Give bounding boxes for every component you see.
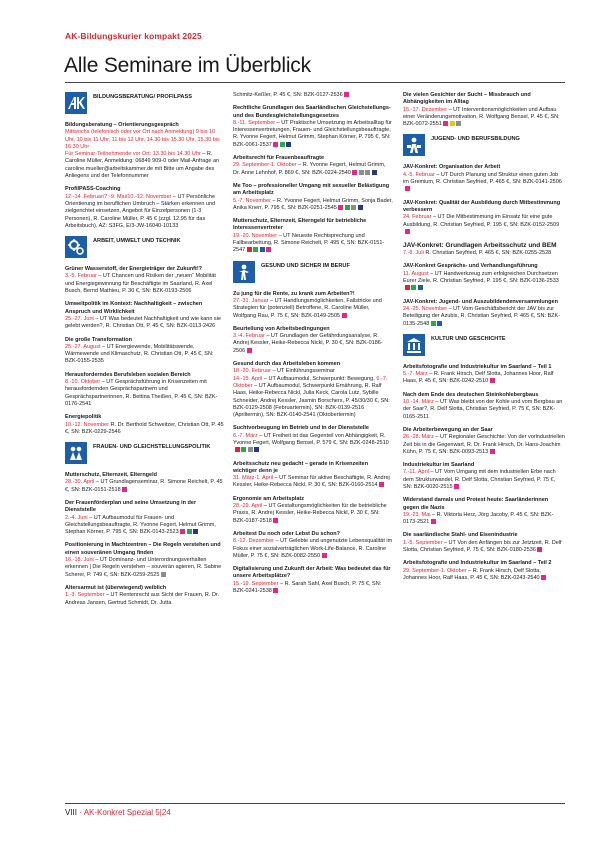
item-date: 12.-14. Februar/7.-9. Mai/10.-12. November [65, 193, 172, 200]
section-kultur [403, 334, 565, 356]
item-date: 7.-11. April [403, 469, 429, 476]
item-date: 27.-31. Januar [233, 297, 269, 304]
footer-rule [65, 803, 565, 804]
item-text: – UT Dominanz- und Unterordnungsverhalten erkennen | Die Regeln verstehen – souverän agieren, R. Sabine Scherer, P. 749 €, SN: BZK-0259-2525 [65, 557, 222, 578]
kicker: AK-Bildungskurier kompakt 2025 [65, 31, 202, 41]
list-item [233, 496, 393, 525]
magazine-name: AK-Konkret Spezial 5|24 [83, 808, 171, 817]
item-text: – UT Vom Umgang mit dem industriellen Erbe nach dem Strukturwandel, R. Delf Slotta, Christian Seyfried, P. 75 €, SN: BZK-0020-2515 [403, 469, 556, 490]
item-title: Grüner Wasserstoff, der Energieträger der Zukunft!? [65, 266, 203, 273]
tag-square [450, 121, 455, 126]
column-1 [65, 92, 225, 613]
item-title: Arbeitsrecht für Frauenbeauftragte [233, 155, 325, 162]
list-item [403, 164, 565, 193]
item-date: Mittwochs (telefonisch oder vor Ort nach Anmeldung) 9 bis 10 Uhr, 10 bis 11 Uhr, 11 bis 12 Uhr, 14.30 bis 15.30 Uhr, 15.30 bis 16.30 Uhr [65, 129, 220, 150]
list-item [65, 301, 225, 330]
item-date: 14.-15. April [233, 375, 263, 382]
item-date: 25.-27. Juni [65, 315, 94, 322]
item-text: – UT Was bleibt von der Kohle und vom Bergbau an der Saar?, R. Delf Slotta, Christian Seyfried, P. 75 €, SN: BZK-0165-2511 [403, 399, 563, 420]
item-title: Bildungsberatung – Orientierungsgespräch [65, 122, 179, 128]
item-title: Die saarländische Stahl- und Eisenindustrie [403, 532, 518, 539]
page-footer [65, 808, 171, 817]
list-item [233, 361, 393, 419]
list-item [65, 337, 225, 366]
tag-square [379, 482, 384, 487]
item-text: – UT Gestaltungsmöglichkeiten für die betriebliche Praxis, R. Andrej Kessler, Heike-Rebecca Nickl, P. 30 €, SN: BZK-0187-2518 [233, 503, 387, 524]
item-title: Suchtvorbeugung im Betrieb und in der Dienststelle [233, 425, 369, 432]
list-item [403, 560, 565, 582]
tag-square [273, 518, 278, 523]
item-text: – R. Caroline Müller, Anmeldung: 06849 909-0 oder Mail-Anfrage an caroline.mueller@arbeitskammer.de mit Bitte um Angabe des Anliegens und der Telefonnummer [65, 151, 220, 180]
list-item [233, 461, 393, 490]
item-text: – UT Seminar für aktive Beschäftigte, R. Andrej Kessler, Heike-Rebecca Nickl, P. 30 €, SN: BZK-0160-2514 [233, 475, 390, 489]
item-text: – UT Durch Planung und Struktur einen guten Job im Gremium, R. Christian Seyfried, P. 465 €, SN: BZK-0141-2506 [403, 171, 562, 186]
item-date: 1.-3. September [65, 592, 105, 599]
item-date: 3.-4. Februar [233, 333, 265, 340]
item-title: Umweltpolitik im Kontext: Nachhaltigkeit – zwischen Anspruch und Wirklichkeit [65, 301, 203, 315]
tag-square [490, 378, 495, 383]
item-title: JAV-Konkret: Grundlagen Arbeitsschutz und BEM [403, 242, 557, 250]
tag-square [431, 321, 436, 326]
page-title: Alle Seminare im Überblick [64, 54, 311, 77]
list-item [233, 218, 393, 254]
item-date: 25.-27. August [65, 343, 101, 350]
item-title: Positionierung in Machtzentren – Die Regeln verstehen und einen souveränen Umgang finden [65, 542, 221, 556]
item-title: Herausforderndes Berufsleben sozialen Bereich [65, 371, 191, 378]
column-2 [233, 92, 393, 601]
list-item [65, 542, 225, 578]
item-text: – R. Yvonne Fegert, Helmut Grimm, Sonja Bader, Anika Knerr, P. 795 €, SN: BZK-0251-2545 [233, 197, 393, 211]
tag-square [235, 447, 240, 452]
title-rule [65, 82, 565, 83]
item-title: JAV-Konkret: Qualität der Ausbildung durch Mitbestimmung verbessern [403, 199, 561, 213]
item-date: 19.-20. November [233, 232, 278, 239]
item-text: – UT Interventionsmöglichkeiten und Aufbau einer Veränderungsmotivation, R. Wolfgang Bensel, P. 45 €, SN: BZK-0072-2551 [403, 106, 560, 128]
item-date: 16.-18. Juni [65, 557, 94, 564]
page-number: VIII [65, 808, 78, 817]
list-item [65, 472, 225, 494]
item-date: 15.-19. September [233, 580, 279, 587]
item-date: 19.-23. Mai [403, 511, 431, 518]
item-title: Ergonomie am Arbeitsplatz [233, 495, 305, 502]
item-title: Gesund durch das Arbeitsleben kommen [233, 361, 341, 368]
list-item [403, 392, 565, 421]
tag-square [443, 121, 448, 126]
list-item [233, 326, 393, 355]
item-title: Arbeitsfotografie und Industriekultur im Saarland – Teil 1 [403, 363, 552, 370]
item-title: Mutterschutz, Elternzeit, Elterngeld für betriebliche Interessenvertreter [233, 218, 367, 232]
item-title: Zu jung für die Rente, zu krank zum Arbeiten?! [233, 290, 355, 297]
tag-square [351, 205, 356, 210]
item-date: Für Seminar-Teilnehmende vor Ort: 13.30 bis 14.30 Uhr [65, 151, 201, 158]
section-jugend [403, 134, 565, 156]
tag-square [253, 247, 258, 252]
list-item [233, 92, 393, 99]
item-date: 5.-7. November [233, 197, 271, 204]
item-title: Der Frauenförderplan und seine Umsetzung in der Dienststelle [65, 499, 197, 514]
item-date: 28.-29. April [233, 503, 263, 510]
tag-square [247, 247, 252, 252]
item-title: Rechtliche Grundlagen des Saarländischen Gleichstellungs- und des Bundesgleichstellungsgesetzes [233, 105, 391, 119]
item-date: 8.-11. September [233, 119, 276, 126]
item-title: Die große Transformation [65, 336, 132, 343]
list-item [403, 92, 565, 128]
item-title: Widerstand damals und Protest heute: Saarländerinnen gegen die Nazis [403, 497, 549, 511]
list-item [233, 155, 393, 177]
tag-square [418, 285, 423, 290]
item-text: – UT Freiheit ist das Gegenteil von Abhängigkeit, R. Yvonne Fegert, Wolfgang Bensel, P. 579 €, SN: BZK-0248-2510 [233, 432, 389, 446]
column-3 [403, 92, 565, 588]
list-item [65, 186, 225, 230]
list-item [233, 531, 393, 560]
item-date: 4.-5. Februar [403, 171, 435, 178]
item-text: – UT Persönliche Orientierung im beruflichen Umbruch – Stärken erkennen und zielgerichtet einsetzen, Angebot für Einzelpersonen (1-3 Personen), R. Caroline Müller, P. 45 € (zzgl. 12,95 für das Arbeitsbuch), AZ: S3FG, E/3-JW-16040-10133 [65, 193, 216, 229]
tag-square [122, 487, 127, 492]
footer-separator: · [79, 808, 82, 817]
item-date: 2.-4. Juni [65, 514, 88, 521]
item-date: 8.-12. Dezember [233, 538, 274, 545]
section-title: BILDUNGSBERATUNG/ PROFILPASS [93, 94, 192, 100]
list-item [233, 425, 393, 454]
tag-square [345, 205, 350, 210]
women-icon [65, 442, 87, 464]
item-title: Energiepolitik [65, 414, 102, 421]
tag-square [372, 170, 377, 175]
tag-square [490, 449, 495, 454]
item-text: – UT Handwerkzeug zum erfolgreichen Durchsetzen Eurer Ziele, R. Christian Seyfried, P. 195 €, SN: BZK-0136-2533 [403, 270, 559, 285]
list-item [233, 566, 393, 595]
list-item [403, 497, 565, 526]
item-date: 10.-12. November [65, 421, 110, 428]
tag-square [193, 529, 198, 534]
item-text: – UT Gelebte und ungenutzte Lebensqualität im Fokus einer sozialverträglichen Work-Life-Balance, R. Caroline Müller, P. 75 €, SN: BZK-0082-2550 [233, 538, 393, 559]
item-text: R. Christian Seyfried, P. 465 €, SN: BZK-0255-2528 [425, 250, 552, 257]
item-date: 5.-7. März [403, 371, 428, 378]
list-item [65, 500, 225, 536]
item-title: Beurteilung von Arbeitsbedingungen [233, 325, 330, 332]
item-text: – UT Einführungsseminar [272, 368, 335, 375]
item-text: Schmitz-Keßler, P. 45 €, SN: BZK-0127-2536 [233, 92, 343, 98]
tag-square [260, 247, 265, 252]
gears-icon [65, 236, 87, 258]
tag-square [338, 205, 343, 210]
item-date: 7.-8. Juli [403, 250, 424, 257]
tag-square [358, 205, 363, 210]
tag-square [456, 121, 461, 126]
tag-square [273, 142, 278, 147]
health-icon [233, 261, 255, 283]
list-item [65, 266, 225, 295]
item-text: – UT Gesprächsführung in Krisenzeiten mit herausfordernden Gesprächspartnern und Gesprächspartnerinnen, R. Bettina Theißen, P. 45 €, SN: BZK-0176-2541 [65, 379, 218, 407]
item-date: 8.-10. Oktober [65, 379, 101, 386]
tag-square [405, 285, 410, 290]
tag-square [254, 447, 259, 452]
list-item [403, 200, 565, 236]
item-date: 1.-5. September [403, 539, 443, 546]
item-title: Altersarmut ist (überwiegend) weiblich [65, 584, 167, 591]
item-title: Mutterschutz, Elternzeit, Elterngeld [65, 472, 157, 479]
item-date: 3.-5. Februar [65, 273, 97, 280]
item-title: JAV-Konkret: Organisation der Arbeit [403, 164, 501, 171]
item-text: – UT Was bedeutet Nachhaltigkeit und wie kann sie gelebt werden?, R. Christian Ott, P. 45 €, SN: BZK-0113-2426 [65, 315, 221, 330]
item-date: 24.-25. November [403, 305, 448, 312]
youth-icon [403, 134, 425, 156]
tag-square [248, 447, 253, 452]
list-item [403, 364, 565, 386]
tag-square [280, 142, 285, 147]
item-text: – UT Neueste Rechtsprechung und Fallbearbeitung, R. Simone Reichelt, P. 495 €, SN: BZK-0151-2547 [233, 232, 385, 254]
item-date: 10.-14. März [403, 399, 434, 406]
tag-square [247, 348, 252, 353]
tag-square [344, 92, 349, 97]
item-date: 15.-17. Dezember [403, 106, 448, 113]
list-item [233, 105, 393, 149]
museum-icon [403, 334, 425, 356]
item-date: 18.-20. Februar [233, 368, 271, 375]
item-text: – UT Praktische Umsetzung im Arbeitsalltag für Interessenvertretungen, Frauen- und Gleichstellungsbeauftragte, R. Yvonne Fegert, Helmut Grimm, Stephan Körner, P. 795 €, SN: BZK-0061-2537 [233, 119, 392, 148]
list-item [233, 291, 393, 320]
ak-logo-icon [65, 92, 87, 114]
item-text: – R. Viktoria Herz, Jörg Jacoby, P. 45 €, SN: BZK-0173-2521 [403, 511, 554, 526]
tag-square [286, 142, 291, 147]
tag-square [437, 321, 442, 326]
list-item [403, 427, 565, 456]
tag-square [405, 186, 410, 191]
list-item [65, 585, 225, 607]
section-title: KULTUR UND GESCHICHTE [431, 335, 506, 342]
tag-square [405, 229, 410, 234]
item-text: R. Dr. Berthold Schweitzer, Christian Ott, P. 45 €, SN: BZK-0229-2546 [65, 421, 224, 435]
section-title: ARBEIT, UMWELT UND TECHNIK [93, 238, 181, 245]
tag-square [431, 519, 436, 524]
tag-square [352, 170, 357, 175]
item-text: – UT Handlungsmöglichkeiten, Fallstricke und Strategien für (potenziell) Betroffene, R. Caroline Müller, Wolfgang Rau, P. 75 €, SN: BZK-0149-2505 [233, 297, 382, 319]
item-text: – R. Sarah Sahl, Axel Busch, P. 75 €, SN: BZK-0241-2538 [233, 580, 382, 595]
item-text: – UT Regionaler Geschichte: Von der vorindustriellen Zeit bis in die Gegenwart, R. Dr. Frank Hirsch, Dr. Hans-Joachim Kühn, P. 75 €, SN: BZK-0093-2513 [403, 434, 565, 455]
item-date: 6.-7. Oktober [233, 375, 388, 389]
item-title: JAV-Konkret: Jugend- und Auszubildendenversammlungen [403, 298, 558, 305]
item-title: ProfilPASS-Coaching [65, 186, 121, 193]
item-text: – UT Chancen und Risiken der „neuen“ Mobilität und Energiegewinnung für Beschäftigte im Saarland, R. Axel Busch, Bernd Mathieu, P. 30 €, SN: BZK-0193-2506 [65, 273, 216, 295]
item-title: Die Arbeiterbewegung an der Saar [403, 426, 493, 433]
item-text: – R. Yvonne Fegert, Helmut Grimm, Dr. Anne Lehnhof, P. 869 €, SN: BZK-0224-2540 [233, 162, 386, 176]
tag-square [187, 529, 192, 534]
item-text: – UT Die Mitbestimmung im Einsatz für eine gute Ausbildung, R. Christian Seyfried, P. 195 €, SN: BZK-0152-2509 [403, 214, 560, 228]
tag-square [241, 447, 246, 452]
list-item [403, 299, 565, 328]
tag-square [537, 547, 542, 552]
tag-square [266, 247, 271, 252]
section-title: JUGEND- UND BERUFSBILDUNG [431, 136, 520, 143]
item-text: – UT Grundlagenseminar, R. Simone Reichelt, P. 45 €, SN: BZK-0151-2518 [65, 479, 223, 493]
item-text: – UT Von den Anfängen bis zur Jetztzeit, R. Delf Slotta, Christian Seyfried, P. 75 €, SN: BZK-0180-2536 [403, 539, 562, 554]
list-item [403, 532, 565, 554]
tag-square [359, 170, 364, 175]
item-text: – UT Grundlagen der Gefährdungsanalyse, R. Andrej Kessler, Heike-Rebecca Nickl, P. 30 €, SN: BZK-0186-2506 [233, 333, 383, 354]
section-frauen [65, 442, 225, 464]
item-title: Arbeitest Du noch oder Lebst Du schon? [233, 530, 340, 537]
list-item [65, 372, 225, 408]
tag-square [365, 170, 370, 175]
item-title: Arbeitsschutz neu gedacht – gerade in Krisenzeiten wichtiger denn je [233, 460, 369, 474]
section-arbeit-umwelt [65, 236, 225, 258]
item-date: 29. September-1. Oktober [403, 567, 467, 574]
item-text: – R. Frank Hirsch, Delf Slotta, Johannes Hoor, Ralf Haas, P. 45 €, SN: BZK-0242-2510 [403, 371, 554, 385]
item-text: – UT Energiewende, Mobilitätswende, Wärmewende und Klimaschutz, R. Christian Ott, P. 45 €, SN: BZK-0155-2535 [65, 343, 214, 365]
list-item [403, 263, 565, 292]
item-date: 11. August [403, 270, 429, 277]
section-title: GESUND UND SICHER IM BERUF [261, 262, 350, 269]
item-text: – UT Rentenrecht aus Sicht der Frauen, R. Dr. Andreas Jansen, Gertrud Schmidt, Dr. Jutta [65, 592, 219, 606]
tag-square [454, 484, 459, 489]
item-text: – UT Aufbaumodul für Frauen- und Gleichstellungsbeauftragte, R. Yvonne Fegert, Helmut Grimm, Stephan Körner, P. 795 €, SN: BZK-0143-2523 [65, 514, 216, 536]
item-title: Digitalisierung und Zukunft der Arbeit: Was bedeutet das für unsere Arbeitsplätze? [233, 566, 391, 580]
tag-square [180, 529, 185, 534]
item-date: 6.-7. März [233, 432, 258, 439]
item-text: – UT Vom Geschäftsbericht der JAV bis zur Beteiligung der Azubis, R. Christian Seyfried, P. 465 €, SN: BZK-0135-2548 [403, 305, 561, 327]
item-title: Nach dem Ende des deutschen Steinkohlebergbaus [403, 391, 539, 398]
item-date: 26.-28. März [403, 434, 434, 441]
item-date: 24. Februar [403, 214, 432, 221]
tag-square [342, 313, 347, 318]
item-text: – UT Aufbaumodul, Schwerpunkt: Bewegung, [263, 375, 375, 382]
tag-square [273, 588, 278, 593]
tag-square [411, 285, 416, 290]
list-item [403, 242, 565, 257]
list-item [403, 462, 565, 491]
item-date: 29. September-1. Oktober [233, 162, 297, 169]
item-title: Die vielen Gesichter der Sucht – Missbrauch und Abhängigkeiten im Alltag [403, 92, 531, 106]
tag-square [161, 572, 166, 577]
item-text: – R. Frank Hirsch, Delf Slotta, Johannes Hoor, Ralf Haas, P. 45 €, SN: BZK-0243-2540 [403, 567, 541, 581]
item-date: 28.-30. April [65, 479, 95, 486]
section-title: FRAUEN- UND GLEICHSTELLUNGSPOLITIK [93, 444, 211, 451]
item-title: Industriekultur im Saarland [403, 462, 475, 469]
item-date: 31. März-1. April [233, 475, 274, 482]
list-item [233, 183, 393, 212]
item-title: JAV-Konkret Gesprächs- und Verhandlungsführung [403, 263, 538, 270]
list-item [65, 122, 225, 180]
item-title: Arbeitsfotografie und Industriekultur im Saarland – Teil 2 [403, 560, 552, 567]
list-item [65, 414, 225, 436]
item-text: – UT Aufbaumodul, Schwerpunkt Ernährung, R. Ralf Haas, Heike-Rebecca Nickl, Julia Keck, Carola Lutz, Sybille Schneider, Andrej Kessler, Jasmin Borschers, P. 45/30/30 €, SN: BZK-0129-2508 (Februartermin), SN: BZK-0139-2516 (Apriltermin), SN: BZK-0140-2541 (Oktobertermin) [233, 382, 390, 419]
item-title: Me Too – professioneller Umgang mit sexueller Belästigung am Arbeitsplatz [233, 182, 390, 197]
tag-square [322, 553, 327, 558]
section-bildungsberatung [65, 92, 225, 114]
tag-square [541, 575, 546, 580]
section-gesund [233, 261, 393, 283]
